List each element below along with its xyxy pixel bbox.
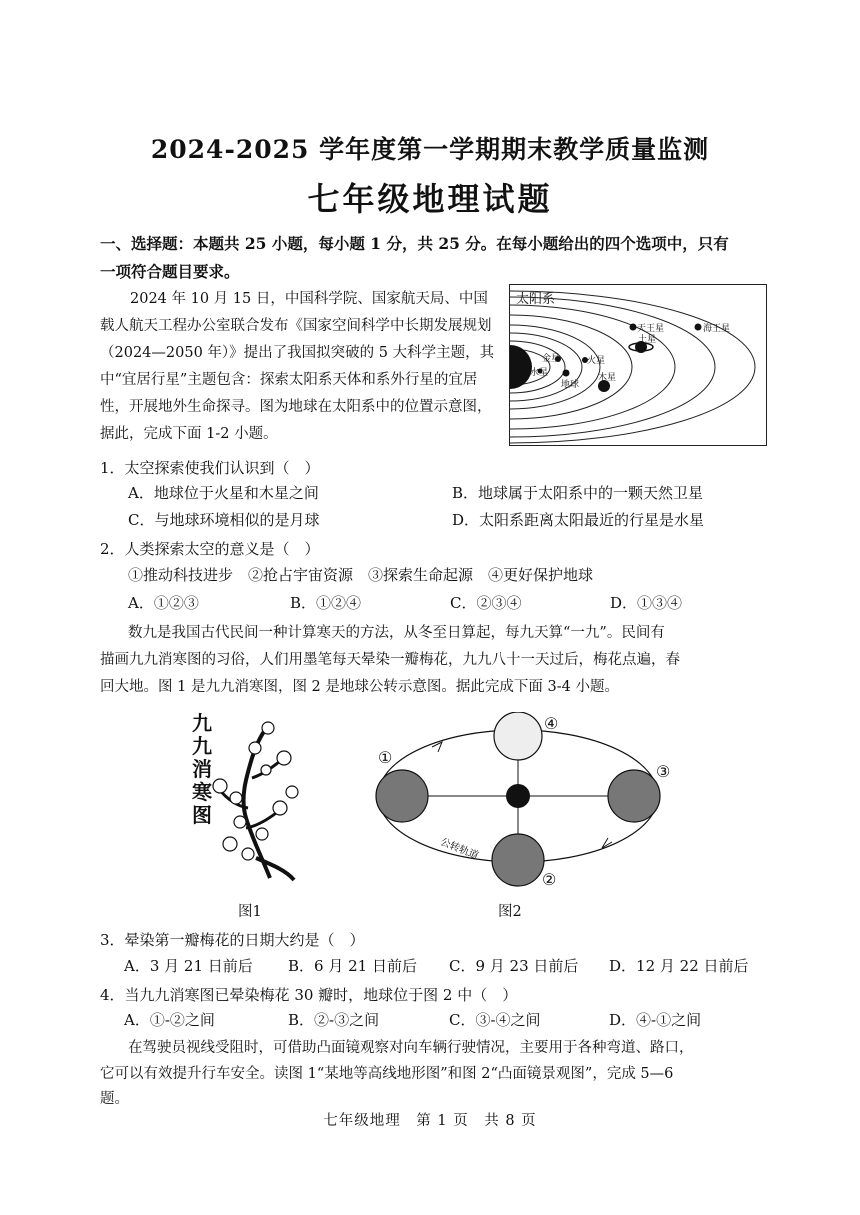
q2-option-d[interactable]: D．①③④: [610, 594, 683, 612]
q4-option-b[interactable]: B．②-③之间: [288, 1011, 380, 1029]
fig2-caption: 图2: [498, 904, 522, 920]
earth-revolution-diagram: [372, 712, 672, 892]
q1-option-a[interactable]: A．地球位于火星和木星之间: [128, 484, 319, 502]
planet-label-neptune: 海王星: [703, 324, 731, 334]
q1-option-d[interactable]: D．太阳系距离太阳最近的行星是水星: [452, 511, 705, 529]
page-footer: 七年级地理 第 1 页 共 8 页: [323, 1113, 537, 1129]
fig2-position-3: ③: [656, 762, 671, 781]
q3-option-c[interactable]: C．9 月 23 日前后: [449, 957, 579, 975]
passage-3-line1: 在驾驶员视线受阻时，可借助凸面镜观察对向车辆行驶情况，主要用于各种弯道、路口，: [128, 1040, 694, 1056]
q4-option-c[interactable]: C．③-④之间: [449, 1011, 541, 1029]
neptune-icon: [695, 324, 702, 331]
planet-label-venus: 金星: [542, 354, 561, 364]
question-3-stem: 3．晕染第一瓣梅花的日期大约是（ ）: [100, 931, 365, 949]
q2-option-c[interactable]: C．②③④: [450, 594, 522, 612]
fig2-position-4: ④: [544, 714, 559, 733]
passage-3-line3: 题。: [100, 1091, 129, 1107]
fig2-position-1: ①: [378, 748, 393, 767]
passage-1: 2024 年 10 月 15 日，中国科学院、国家航天局、中国载人航天工程办公室联合发布《国家空间科学中长期发展规划（2024—2050 年）》提出了我国拟突破的 5 大科学主题，其中“宜居行星”主题包含：探索太阳系天体和系外行星的宜居性，开展地外生命探寻。图为地球在太阳系中的位置示意图，据此，完成下面 1-2 小题。: [100, 291, 495, 442]
passage-2-line2: 描画九九消寒图的习俗，人们用墨笔每天晕染一瓣梅花，九九八十一天过后，梅花点遍，春: [100, 652, 680, 668]
planet-label-earth: 地球: [561, 380, 580, 390]
question-1-stem: 1．太空探索使我们认识到（ ）: [100, 459, 320, 477]
earth-position-1-icon: [376, 770, 428, 822]
exam-title: 2024-2025 学年度第一学期期末教学质量监测: [150, 135, 710, 164]
planet-label-mars: 火星: [587, 356, 606, 366]
planet-label-mercury: 水星: [530, 368, 549, 378]
q2-option-a[interactable]: A．①②③: [128, 594, 199, 612]
q2-items: ①推动科技进步 ②抢占宇宙资源 ③探索生命起源 ④更好保护地球: [128, 566, 594, 584]
q3-option-d[interactable]: D．12 月 22 日前后: [609, 957, 749, 975]
sun-icon: [506, 784, 530, 808]
fig1-caption: 图1: [238, 904, 262, 920]
question-4-stem: 4．当九九消寒图已晕染梅花 30 瓣时，地球位于图 2 中（ ）: [100, 986, 518, 1004]
section-heading-line2: 一项符合题目要求。: [100, 262, 240, 281]
q2-option-b[interactable]: B．①②④: [290, 594, 362, 612]
solar-system-figure: [509, 284, 767, 446]
q3-option-a[interactable]: A．3 月 21 日前后: [124, 957, 253, 975]
q4-option-a[interactable]: A．①-②之间: [124, 1011, 215, 1029]
q1-option-c[interactable]: C．与地球环境相似的是月球: [128, 511, 320, 529]
earth-position-4-icon: [494, 712, 542, 760]
fig2-position-2: ②: [542, 870, 557, 889]
section-heading-line1: 一、选择题：本题共 25 小题，每小题 1 分，共 25 分。在每小题给出的四个选项中，只有: [100, 234, 729, 253]
planet-label-uranus: 天王星: [637, 324, 665, 334]
planet-label-saturn: 土星: [638, 335, 657, 345]
earth-icon: [563, 370, 570, 377]
section-heading: [100, 230, 768, 286]
q3-option-b[interactable]: B．6 月 21 日前后: [288, 957, 417, 975]
question-2-stem: 2．人类探索太空的意义是（ ）: [100, 540, 320, 558]
fig1-title: 九九消寒图: [192, 711, 212, 827]
passage-2-line3: 回大地。图 1 是九九消寒图，图 2 是地球公转示意图。据此完成下面 3-4 小题。: [100, 679, 619, 695]
sun-icon: [510, 345, 532, 389]
planet-label-jupiter: 木星: [598, 373, 617, 383]
uranus-icon: [630, 324, 637, 331]
q1-option-b[interactable]: B．地球属于太阳系中的一颗天然卫星: [452, 484, 704, 502]
q4-option-d[interactable]: D．④-①之间: [609, 1011, 702, 1029]
paper-title: 七年级地理试题: [307, 180, 553, 218]
plum-blossom-illustration: [200, 718, 310, 888]
passage-3-line2: 它可以有效提升行车安全。读图 1“某地等高线地形图”和图 2“凸面镜景观图”，完成 5—6: [100, 1066, 674, 1082]
passage-2-line1: 数九是我国古代民间一种计算寒天的方法，从冬至日算起，每九天算“一九”。民间有: [128, 625, 665, 641]
solar-system-diagram: [510, 285, 766, 445]
solar-figure-label: 太阳系: [516, 292, 556, 307]
fig2-orbit-label: 公转轨道: [438, 836, 480, 862]
earth-position-3-icon: [608, 770, 660, 822]
earth-position-2-icon: [492, 834, 544, 886]
